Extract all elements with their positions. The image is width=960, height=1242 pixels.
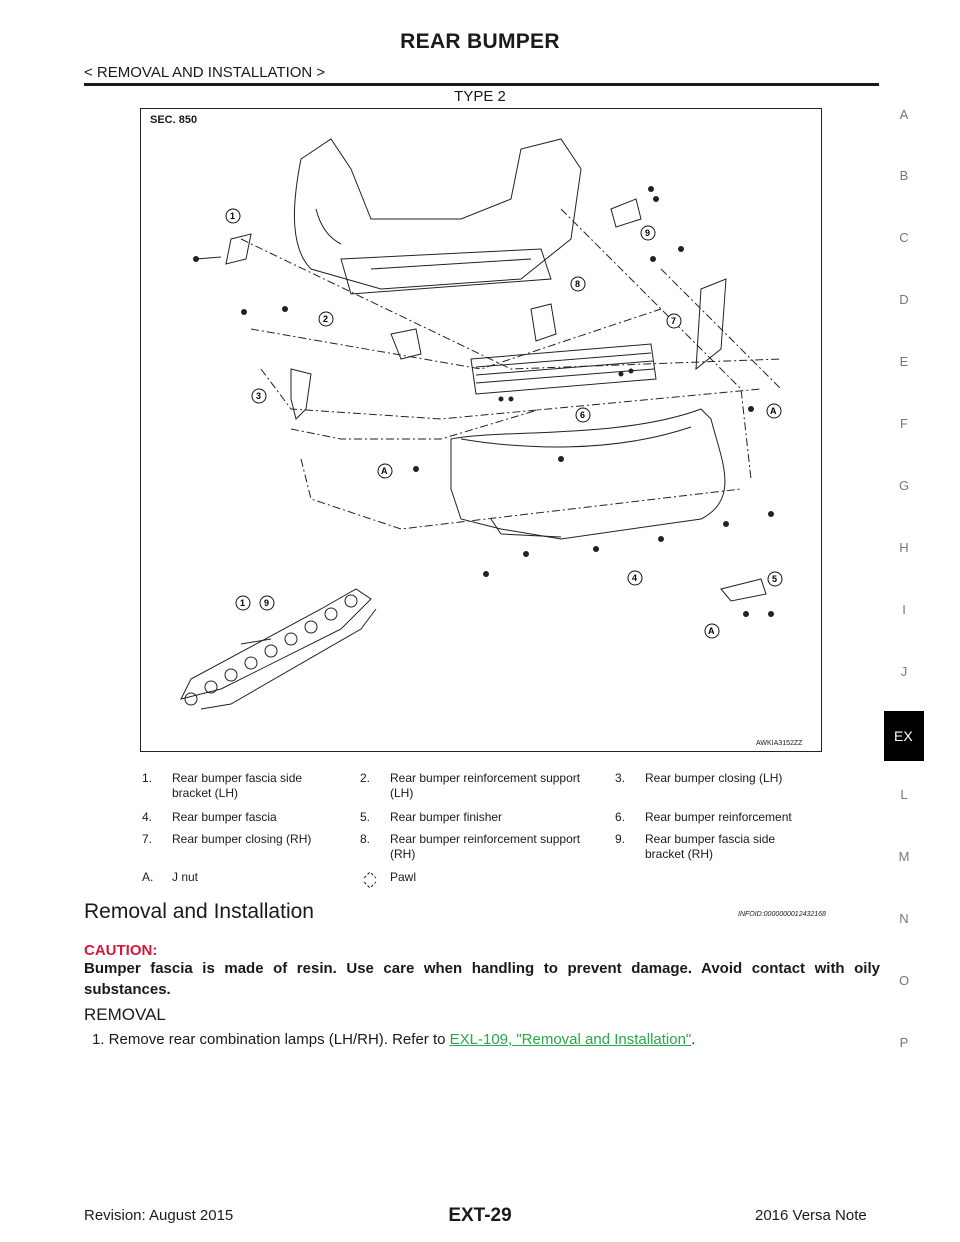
caution-label: CAUTION:: [84, 942, 158, 959]
info-id: INFOID:0000000012432168: [738, 911, 826, 918]
callout-1: [226, 209, 240, 223]
side-index-n[interactable]: N: [899, 911, 909, 926]
side-index-d[interactable]: D: [899, 292, 909, 307]
step-1: 1. Remove rear combination lamps (LH/RH). Refer to EXL-109, "Removal and Installation".: [92, 1031, 696, 1048]
side-index-b[interactable]: B: [899, 168, 909, 183]
side-index-o[interactable]: O: [898, 973, 910, 988]
svg-text:3: 3: [256, 391, 262, 401]
pawl-icon: [360, 870, 384, 894]
side-index-i[interactable]: I: [902, 602, 906, 617]
model-name: 2016 Versa Note: [755, 1207, 867, 1224]
revision-date: Revision: August 2015: [84, 1207, 234, 1224]
breadcrumb: < REMOVAL AND INSTALLATION >: [84, 64, 326, 81]
exploded-diagram: [140, 108, 822, 752]
subheading-removal: REMOVAL: [84, 1005, 166, 1024]
side-index-j[interactable]: J: [900, 664, 908, 679]
callout-5: [768, 572, 782, 586]
side-index-f[interactable]: F: [900, 416, 908, 431]
page-title: REAR BUMPER: [400, 30, 560, 53]
reference-link[interactable]: EXL-109, "Removal and Installation": [449, 1031, 692, 1048]
figure-code: AWKIA3152ZZ: [756, 740, 803, 747]
side-index-active-tab[interactable]: EX: [884, 711, 924, 761]
side-index-e[interactable]: E: [899, 354, 909, 369]
svg-text:2: 2: [323, 314, 329, 324]
svg-text:1: 1: [230, 211, 236, 221]
callout-a-bottom: [705, 624, 719, 638]
svg-text:6: 6: [580, 410, 586, 420]
side-index-a[interactable]: A: [899, 107, 909, 122]
header-rule: [84, 83, 879, 86]
caution-text: Bumper fascia is made of resin. Use care when handling to prevent damage. Avoid contact with oily substances.: [84, 960, 880, 998]
type-label: TYPE 2: [454, 88, 506, 105]
callout-4: [628, 571, 642, 585]
callout-6: [576, 408, 590, 422]
bumper-illustration: [141, 109, 821, 751]
svg-text:A: A: [708, 626, 715, 636]
side-index-p[interactable]: P: [899, 1035, 909, 1050]
svg-text:7: 7: [671, 316, 677, 326]
side-index-l[interactable]: L: [900, 787, 908, 802]
svg-text:A: A: [770, 406, 777, 416]
callout-7: [667, 314, 681, 328]
callout-2: [319, 312, 333, 326]
callout-1-inset: [236, 596, 250, 610]
svg-text:8: 8: [575, 279, 581, 289]
svg-text:1: 1: [240, 598, 246, 608]
page-number: EXT-29: [448, 1205, 512, 1226]
side-index-g[interactable]: G: [898, 478, 910, 493]
side-index-c[interactable]: C: [899, 230, 909, 245]
svg-text:4: 4: [632, 573, 638, 583]
callout-9-inset: [260, 596, 274, 610]
svg-text:9: 9: [645, 228, 651, 238]
side-index-h[interactable]: H: [899, 540, 909, 555]
callout-9: [641, 226, 655, 240]
callout-a-left: [378, 464, 392, 478]
callout-a-right: [767, 404, 781, 418]
section-number: SEC. 850: [150, 114, 198, 126]
callout-3: [252, 389, 266, 403]
callout-8: [571, 277, 585, 291]
svg-text:9: 9: [264, 598, 270, 608]
svg-text:5: 5: [772, 574, 778, 584]
svg-text:A: A: [381, 466, 388, 476]
side-index-m[interactable]: M: [898, 849, 910, 864]
section-heading: Removal and Installation: [84, 900, 314, 923]
